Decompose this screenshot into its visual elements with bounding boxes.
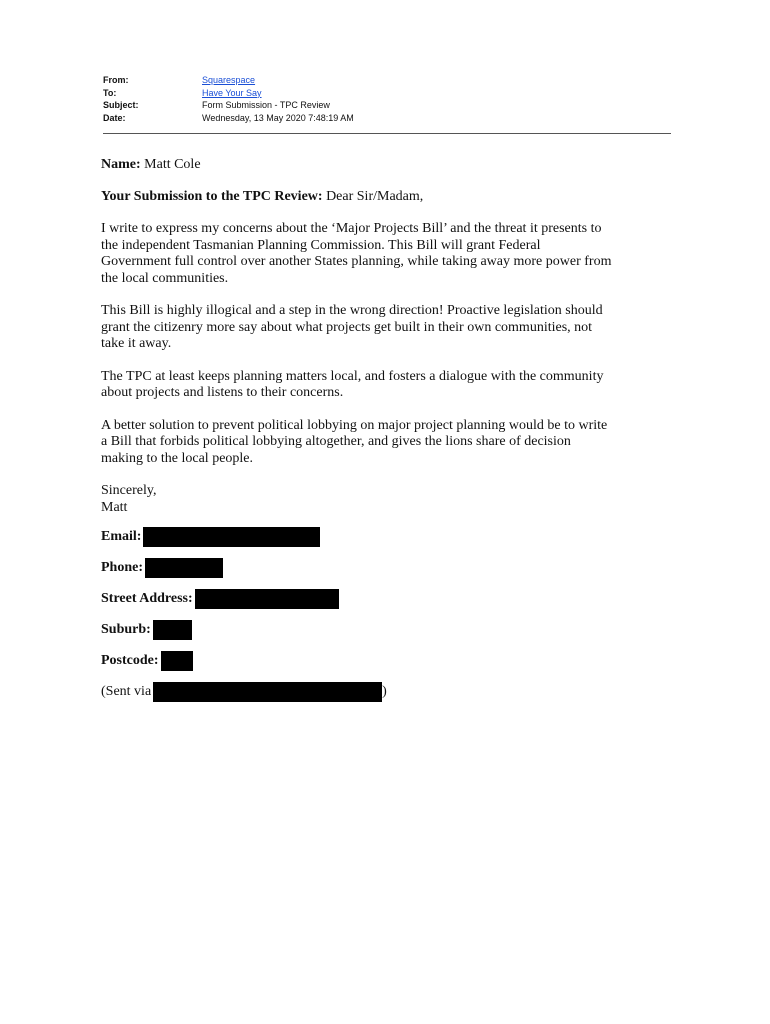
from-label: From: [103, 75, 129, 85]
postcode-label: Postcode: [101, 652, 159, 668]
paragraph-line: Government full control over another States planning, while taking away more power from [101, 254, 612, 269]
submission-label: Your Submission to the TPC Review: [101, 188, 323, 204]
from-link[interactable]: Squarespace [202, 75, 256, 85]
submission-line [101, 189, 676, 206]
suburb-label: Suburb: [101, 621, 151, 637]
suburb-field-row [101, 620, 676, 640]
postcode-field-row [101, 651, 676, 671]
sent-via-suffix: ) [382, 683, 387, 699]
paragraph-line: take it away. [101, 336, 172, 351]
phone-label: Phone: [101, 559, 143, 575]
signoff-line: Matt [101, 499, 128, 515]
header-date-row [103, 112, 671, 125]
postcode-redaction [161, 651, 193, 671]
date-label: Date: [103, 113, 126, 124]
street-address-label: Street Address: [101, 590, 193, 606]
sent-via-redaction [153, 682, 382, 702]
sent-via-row [101, 682, 676, 702]
header-to-row [103, 87, 671, 100]
paragraph-line: making to the local people. [101, 450, 254, 466]
sent-via-prefix: (Sent via [101, 683, 152, 699]
header-from-row [103, 74, 671, 87]
paragraph-1 [101, 221, 676, 287]
subject-value: Form Submission - TPC Review [202, 100, 330, 111]
paragraph-line: grant the citizenry more say about what projects get built in their own communities, not [101, 319, 593, 335]
paragraph-line: I write to express my concerns about the ‘Major Projects Bill’ and the threat it presents to [101, 221, 602, 236]
paragraph-line: A better solution to prevent political lobbying on major project planning would be to write [101, 417, 608, 433]
paragraph-line: the independent Tasmanian Planning Commission. This Bill will grant Federal [101, 237, 541, 253]
address-field-row [101, 589, 676, 609]
submission-intro: Dear Sir/Madam, [322, 188, 424, 204]
signoff [101, 483, 676, 516]
to-label: To: [103, 87, 117, 98]
address-redaction [195, 589, 339, 609]
to-link[interactable]: Have Your Say [202, 87, 262, 98]
paragraph-line: This Bill is highly illogical and a step in the wrong direction! Proactive legislation should [101, 303, 603, 318]
header-subject-row [103, 99, 671, 112]
suburb-redaction [153, 620, 192, 640]
paragraph-4 [101, 418, 676, 468]
name-value: Matt Cole [140, 157, 201, 172]
paragraph-line: The TPC at least keeps planning matters local, and fosters a dialogue with the community [101, 368, 604, 384]
paragraph-3 [101, 369, 676, 402]
paragraph-line: about projects and listens to their concerns. [101, 385, 344, 400]
signoff-line: Sincerely, [101, 483, 157, 498]
header-divider [103, 133, 671, 134]
name-line [101, 157, 676, 174]
subject-label: Subject: [103, 100, 139, 111]
phone-redaction [145, 558, 223, 578]
email-field-row [101, 527, 676, 547]
paragraph-line: a Bill that forbids political lobbying altogether, and gives the lions share of decision [101, 434, 571, 449]
email-label: Email: [101, 528, 142, 544]
paragraph-line: the local communities. [101, 270, 229, 286]
email-body [101, 157, 676, 702]
date-value: Wednesday, 13 May 2020 7:48:19 AM [202, 113, 354, 124]
email-header [103, 74, 671, 125]
phone-field-row [101, 558, 676, 578]
paragraph-2 [101, 303, 676, 353]
name-label: Name: [101, 157, 141, 172]
email-redaction [143, 527, 320, 547]
